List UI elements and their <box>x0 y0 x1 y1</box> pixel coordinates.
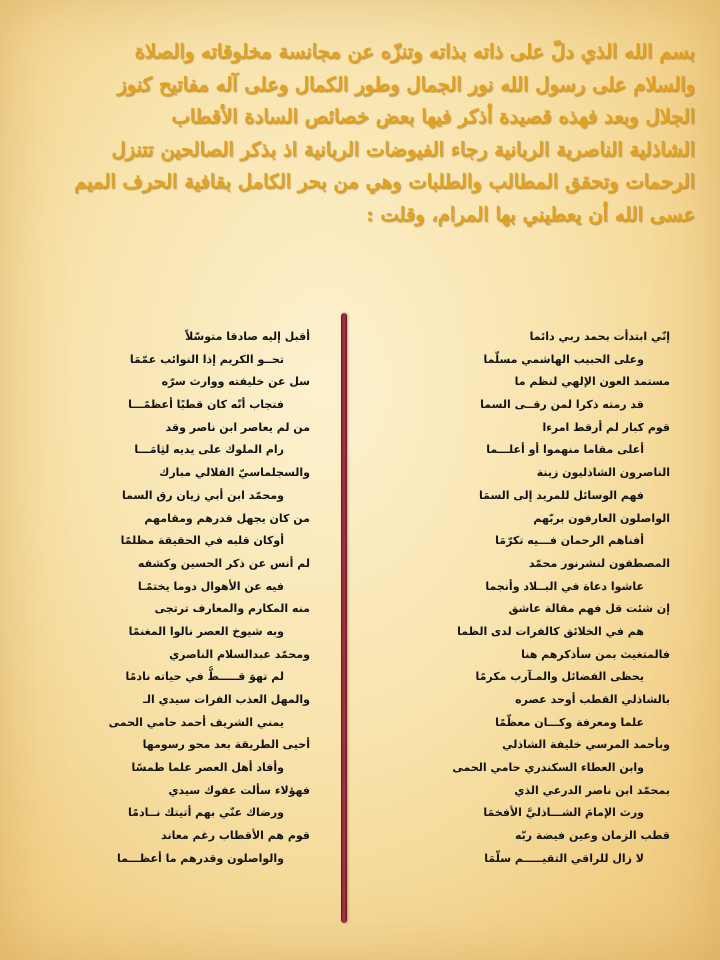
poem-verse: إن شئت قل فهم مقالة عاشق <box>508 602 670 616</box>
poem-verse: والسجلماسيّ الفلالي مبارك <box>159 466 310 480</box>
poem-verse: يحظى الفضائل والمـآرب مكرمًا <box>475 670 644 684</box>
poem-verse: من لم يعاصر ابن ناصر وقد <box>165 420 310 434</box>
poem-verse: أفناهم الرحمان فـــيه تكرّمَا <box>495 534 644 548</box>
poem-verse: والمهل العذب الفرات سيدي الـ <box>143 693 310 706</box>
poem-verse: وابن العطاء السكندري حامي الحمى <box>452 761 644 775</box>
poem-verse: لا زال للراقي التقيـــــم سلّمَا <box>484 851 644 865</box>
poem-verse: فهم الوسائل للمريد إلى السمَا <box>478 488 644 502</box>
poem-verse: إنّي ابتدأت بحمد ربي دائما <box>529 330 670 343</box>
poem-verse: يمني الشريف أحمد حامي الحمى <box>108 715 284 729</box>
poem-verse: فتجاب أنّه كان قطبًا أعظمًـــا <box>128 398 284 412</box>
poem-verse: بالشاذلي القطب أوحد عصره <box>515 693 670 706</box>
poem-verse: أعلى مقاما منهموا أو أعلـــما <box>486 443 644 457</box>
poem-verse: ومحمّد عبدالسلام الناصري <box>169 647 310 661</box>
poem-verse: سل عن خليفته ووارث سرّه <box>161 375 310 389</box>
intro-line: عسى الله أن يعطيني بها المرام، وقلت : <box>366 202 695 226</box>
poem-right-column <box>390 326 670 871</box>
poem-verse: فالمتغيث بمن سأذكرهم هنا <box>521 647 670 661</box>
poem-verse: وعلى الحبيب الهاشمي مسلّما <box>483 352 644 366</box>
poem-verse: فهؤلاء سألت عفوك سيدي <box>168 783 310 797</box>
poem-verse: لم تهوَ قـــــطُّ في حياته نادمًا <box>125 670 284 684</box>
poem-verse: لم أنس عن ذكر الحسين وكشفه <box>137 556 310 570</box>
poem-verse: قوم كبار لم أرقط امرءا <box>542 420 670 434</box>
poem-verse: ومحمّد ابن أبي زيان رق السما <box>121 488 284 502</box>
intro-line: والسلام على رسول الله نور الجمال وطور الكمال وعلى آله مفاتيح كنوز <box>117 72 695 96</box>
column-divider <box>341 313 347 923</box>
intro-line: الشاذلية الناصرية الربانية رجاء الفيوضات الربانية اذ بذكر الصالحين تتنزل <box>111 137 695 161</box>
poem-verse: والواصلون وقدرهم ما أعظـــما <box>116 851 284 865</box>
poem-verse: وبأحمد المرسي خليفة الشاذلي <box>502 738 670 752</box>
poem-verse: ورث الإمامَ الشـــاذليَّ الأفخمَا <box>483 806 644 820</box>
poem-verse: علما ومعرفة وكـــان معظّمًا <box>495 715 644 729</box>
poem-verse: أقبل إليه صادقا متوسّلاً <box>185 330 310 343</box>
poem-verse: تحــو الكريم إذا النوائب عمّمَا <box>129 352 284 366</box>
poem-verse: من كان يجهل قدرهم ومقامهم <box>144 511 310 525</box>
poem-verse: هم في الخلائق كالفرات لدى الظما <box>457 624 644 638</box>
poem-verse: وأفاد أهل العصر علما طمسًا <box>131 761 284 775</box>
intro-line: بسم الله الذي دلّ على ذاته بذاته وتنزّه عن مجانسة مخلوقاته والصلاة <box>134 40 695 63</box>
poem-verse: قد رمته ذكرا لمن رقــى السما <box>480 398 644 412</box>
poem-left-column <box>30 326 310 871</box>
poem-verse: المصطفون لنشرنور محمّد <box>528 556 670 570</box>
poem-verse: الناصرون الشاذليون زينة <box>536 466 670 480</box>
poem-verse: مستمد العون الإلهي لنظم ما <box>514 375 670 389</box>
poem-verse: ورضاك عنّي بهم أتيتك نــادمًا <box>128 806 284 820</box>
intro-line: الرحمات وتحقق المطالب والطلبات وهي من بحر الكامل بقافية الحرف الميم <box>74 170 695 194</box>
poem-verse: قوم هم الأقطاب رغم معاند <box>161 829 310 843</box>
poem-verse: أحيى الطريقة بعد محو رسومها <box>142 738 310 752</box>
poem-verse: الواصلون العارفون بربّهم <box>533 511 670 525</box>
intro-line: الجلال وبعد فهذه قصيدة أذكر فيها بعض خصائص السادة الأقطاب <box>171 105 695 129</box>
poem-verse: وبه شيوخ العصر نالوا المغنمًا <box>128 624 284 638</box>
poem-verse: فيه عن الأهوال دوما يختمًـا <box>137 579 284 593</box>
poem-verse: أوكان قلبه في الحقيقة مظلمًا <box>120 534 284 548</box>
poem-verse: رام الملوك على يديه لثِامَـــا <box>134 443 284 457</box>
intro-paragraph <box>30 36 695 232</box>
poem-verse: بمحمّد ابن ناصر الدرعي الذي <box>514 783 670 797</box>
poem-verse: منه المكارم والمعارف ترتجى <box>154 602 310 616</box>
poem-verse: قطب الزمان وعين فيضة ربّه <box>514 829 670 843</box>
poem-verse: عاشوا دعاة في البــلاد وأنجما <box>485 579 644 593</box>
